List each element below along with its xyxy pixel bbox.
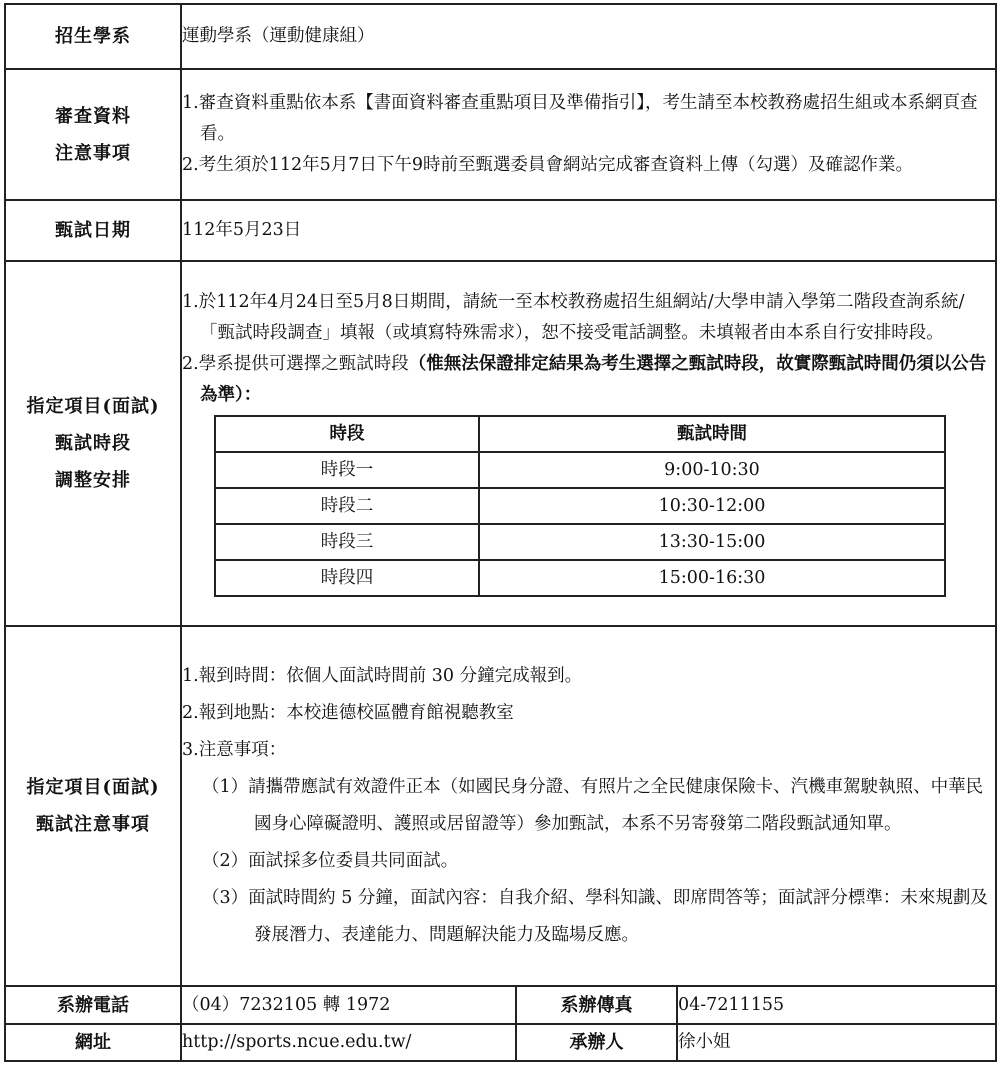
person-value: 徐小姐 [677,1024,996,1061]
timeslot-row [215,452,945,488]
timeslot-name: 時段二 [215,488,479,524]
schedule-label-line-2: 甄試時段 [55,433,131,454]
row-url-person [5,1024,996,1061]
person-label: 承辦人 [516,1024,677,1061]
timeslot-time: 15:00-16:30 [479,560,945,596]
notes-subitem-2: （2）面試採多位委員共同面試。 [202,851,459,871]
notes-item-3: 3.注意事項： [182,740,287,760]
schedule-item-2-text: 2.學系提供可選擇之甄試時段 [182,353,409,374]
row-schedule [5,261,996,626]
schedule-item-2-disclaimer: （惟無法保證排定結果為考生選擇之甄試時段，故實際甄試時間仍須以公告為準）： [200,353,987,405]
schedule-item-2 [182,349,995,411]
row-department [5,4,996,69]
review-label-line-1: 審查資料 [55,105,131,127]
notes-subitem-1: （1）請攜帶應試有效證件正本（如國民身分證、有照片之全民健康保險卡、汽機車駕駛執照、中華民國身心障礙證明、護照或居留證等）參加甄試，本系不另寄發第二階段甄試通知單。 [202,777,984,834]
phone-label: 系辦電話 [5,986,181,1024]
row-phone-fax [5,986,996,1024]
notes-label [5,626,181,986]
review-item-2: 2.考生須於112年5月7日下午9時前至甄選委員會網站完成審查資料上傳（勾選）及確認作業。 [182,155,913,175]
timeslot-header-slot: 時段 [215,416,479,452]
timeslot-row [215,524,945,560]
timeslot-name: 時段四 [215,560,479,596]
notes-label-line-1: 指定項目(面試) [26,777,160,798]
row-exam-date [5,200,996,261]
notes-label-line-2: 甄試注意事項 [36,814,150,835]
timeslot-row [215,560,945,596]
schedule-label-line-1: 指定項目(面試) [26,396,160,417]
notes-item-2: 2.報到地點：本校進德校區體育館視聽教室 [182,703,514,723]
timeslot-name: 時段三 [215,524,479,560]
timeslot-header-time: 甄試時間 [479,416,945,452]
row-review [5,69,996,200]
url-label: 網址 [5,1024,181,1061]
schedule-content [181,261,996,626]
row-notes [5,626,996,986]
review-label-line-2: 注意事項 [55,142,131,164]
phone-value: （04）7232105 轉 1972 [181,986,516,1024]
url-link[interactable]: http://sports.ncue.edu.tw/ [181,1024,516,1061]
notes-content [181,626,996,986]
timeslot-header-row [215,416,945,452]
timeslot-row [215,488,945,524]
timeslot-time: 10:30-12:00 [479,488,945,524]
notes-item-1: 1.報到時間：依個人面試時間前 30 分鐘完成報到。 [182,666,583,686]
fax-value: 04-7211155 [677,986,996,1024]
review-label [5,69,181,200]
schedule-item-1: 1.於112年4月24日至5月8日期間，請統一至本校教務處招生組網站/大學申請入學第二階段查詢系統/「甄試時段調查」填報（或填寫特殊需求），恕不接受電話調整。未填報者由本系自行安排時段。 [182,291,965,343]
admission-info-table [4,3,997,1062]
department-value: 運動學系（運動健康組） [181,4,996,69]
schedule-label-line-3: 調整安排 [55,470,131,491]
timeslot-table [214,415,946,597]
review-item-1: 1.審查資料重點依本系【書面資料審查重點項目及準備指引】，考生請至本校教務處招生組或本系網頁查看。 [182,93,978,144]
exam-date-value: 112年5月23日 [181,200,996,261]
timeslot-time: 9:00-10:30 [479,452,945,488]
admission-info-document [4,3,995,1062]
exam-date-label: 甄試日期 [5,200,181,261]
timeslot-time: 13:30-15:00 [479,524,945,560]
fax-label: 系辦傳真 [516,986,677,1024]
schedule-label [5,261,181,626]
department-label: 招生學系 [5,4,181,69]
notes-subitem-3: （3）面試時間約 5 分鐘，面試內容：自我介紹、學科知識、即席問答等；面試評分標準：未來規劃及發展潛力、表達能力、問題解決能力及臨場反應。 [202,888,988,945]
timeslot-name: 時段一 [215,452,479,488]
review-content [181,69,996,200]
